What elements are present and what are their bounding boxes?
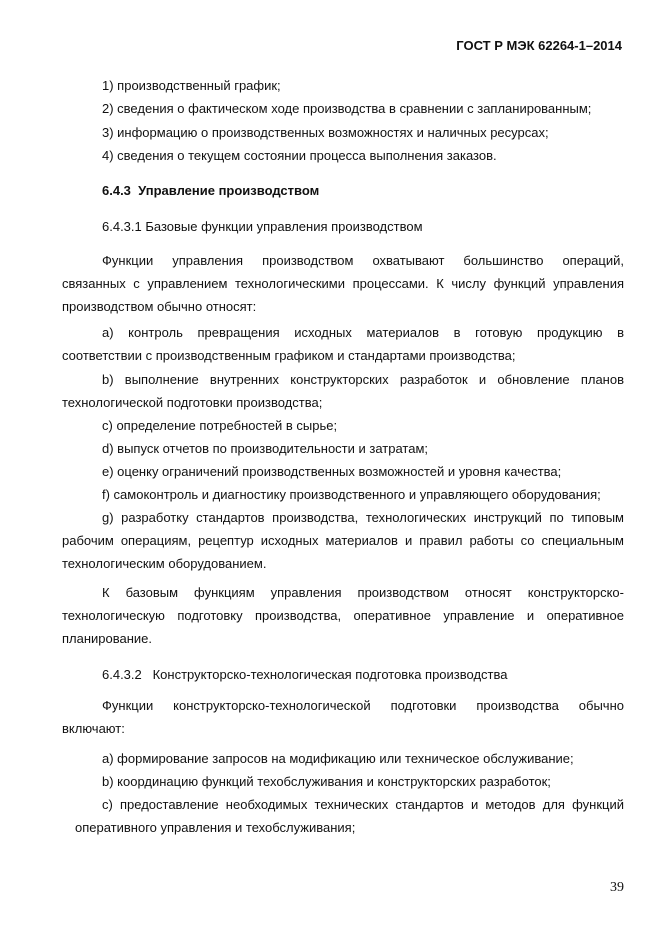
- list-item: 2) сведения о фактическом ходе производства в сравнении с запланированным;: [102, 101, 592, 116]
- list-item-continuation: оперативного управления и техобслуживания;: [75, 820, 356, 835]
- list-item: а) формирование запросов на модификацию или техническое обслуживание;: [102, 751, 574, 766]
- list-item: 3) информацию о производственных возможностях и наличных ресурсах;: [102, 125, 549, 140]
- list-item: c) предоставление необходимых технических стандартов и методов для функций: [102, 797, 624, 812]
- paragraph-line: Функции управления производством охватывают большинство операций,: [102, 253, 624, 268]
- list-item: 4) сведения о текущем состоянии процесса выполнения заказов.: [102, 148, 497, 163]
- paragraph-line: К базовым функциям управления производством относят конструкторско-: [102, 585, 624, 600]
- section-heading: 6.4.3 Управление производством: [102, 183, 320, 198]
- list-item: 1) производственный график;: [102, 78, 281, 93]
- paragraph-line: Функции конструкторско-технологической подготовки производства обычно: [102, 698, 624, 713]
- paragraph-line: связанных с управлением технологическими процессами. К числу функций управления: [62, 276, 624, 291]
- list-item-continuation: технологическим оборудованием.: [62, 556, 267, 571]
- page-number: 39: [610, 880, 624, 895]
- list-item: e) оценку ограничений производственных возможностей и уровня качества;: [102, 464, 562, 479]
- list-item: а) контроль превращения исходных материалов в готовую продукцию в: [102, 325, 624, 340]
- list-item: b) выполнение внутренних конструкторских разработок и обновление планов: [102, 372, 624, 387]
- paragraph-line: планирование.: [62, 631, 153, 646]
- list-item-continuation: рабочим операциям, рецептур исходных материалов и правил работы со специальным: [62, 533, 624, 548]
- list-item: d) выпуск отчетов по производительности и затратам;: [102, 441, 428, 456]
- paragraph-line: технологическую подготовку производства, оперативное управление и оперативное: [62, 608, 624, 623]
- subsection-heading: 6.4.3.2 Конструкторско-технологическая подготовка производства: [102, 667, 508, 682]
- paragraph-line: включают:: [62, 721, 125, 736]
- subsection-heading: 6.4.3.1 Базовые функции управления производством: [102, 219, 423, 234]
- list-item: f) самоконтроль и диагностику производственного и управляющего оборудования;: [102, 487, 601, 502]
- list-item: c) определение потребностей в сырье;: [102, 418, 338, 433]
- paragraph-line: производством обычно относят:: [62, 299, 257, 314]
- list-item: g) разработку стандартов производства, технологических инструкций по типовым: [102, 510, 624, 525]
- list-item-continuation: соответствии с производственным графиком и стандартами производства;: [62, 348, 516, 363]
- list-item: b) координацию функций техобслуживания и конструкторских разработок;: [102, 774, 551, 789]
- document-header: ГОСТ Р МЭК 62264-1–2014: [456, 38, 622, 53]
- list-item-continuation: технологической подготовки производства;: [62, 395, 323, 410]
